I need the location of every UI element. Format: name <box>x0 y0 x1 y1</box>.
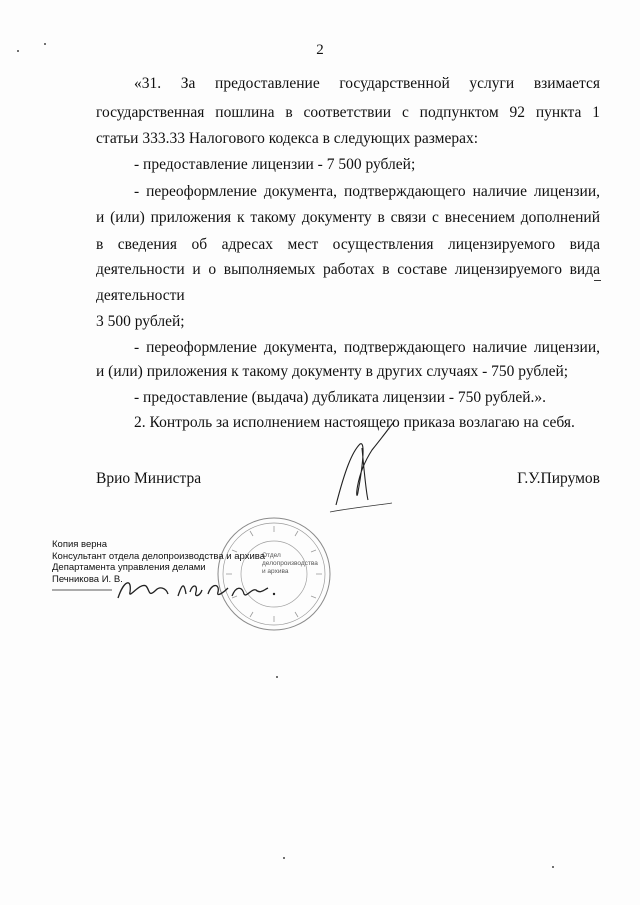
certification-line-4: Печникова И. В. <box>52 573 123 585</box>
paragraph-31-line-2: государственная пошлина в соответствии с подпунктом 92 пункта 1 <box>96 104 600 121</box>
item-2-line-2: и (или) приложения к такому документу в связи с внесением дополнений <box>96 209 600 226</box>
paragraph-31-line-3: статьи 333.33 Налогового кодекса в следующих размерах: <box>96 130 479 147</box>
item-3-line-1: - переоформление документа, подтверждающего наличие лицензии, <box>134 339 600 356</box>
item-1: - предоставление лицензии - 7 500 рублей; <box>134 156 416 173</box>
item-2-line-4: деятельности и о выполняемых работах в составе лицензируемого вида <box>96 261 600 278</box>
scan-speck <box>276 676 278 678</box>
scan-speck <box>283 857 285 859</box>
scan-speck <box>552 866 554 868</box>
certification-line-1: Копия верна <box>52 539 108 550</box>
certifier-signature <box>118 583 168 598</box>
paragraph-31-line-1: «31. За предоставление государственной услуги взимается <box>134 75 600 92</box>
minister-signature-flourish <box>330 503 392 512</box>
item-2-line-1: - переоформление документа, подтверждающего наличие лицензии, <box>134 183 600 200</box>
page-number: 2 <box>316 42 324 58</box>
signatory-name: Г.У.Пирумов <box>517 470 600 487</box>
scan-speck <box>17 50 19 52</box>
certification-line-2: Консультант отдела делопроизводства и архива <box>52 550 265 562</box>
minister-signature <box>336 420 395 505</box>
certification-line-3: Департамента управления делами <box>52 562 206 573</box>
item-2-line-6: 3 500 рублей; <box>96 313 185 330</box>
stamp-inner-text: Отдел делопроизводства и архива <box>262 552 318 575</box>
signatory-position: Врио Министра <box>96 470 202 487</box>
paragraph-2: 2. Контроль за исполнением настоящего приказа возлагаю на себя. <box>134 414 575 431</box>
item-4: - предоставление (выдача) дубликата лицензии - 750 рублей.». <box>134 389 547 406</box>
scan-speck <box>44 43 46 45</box>
item-2-line-5: деятельности <box>96 287 185 304</box>
certifier-date-handwritten <box>178 586 268 597</box>
item-3-line-2: и (или) приложения к такому документу в других случаях - 750 рублей; <box>96 363 569 380</box>
item-2-line-3: в сведения об адресах мест осуществления лицензируемого вида <box>96 236 600 253</box>
